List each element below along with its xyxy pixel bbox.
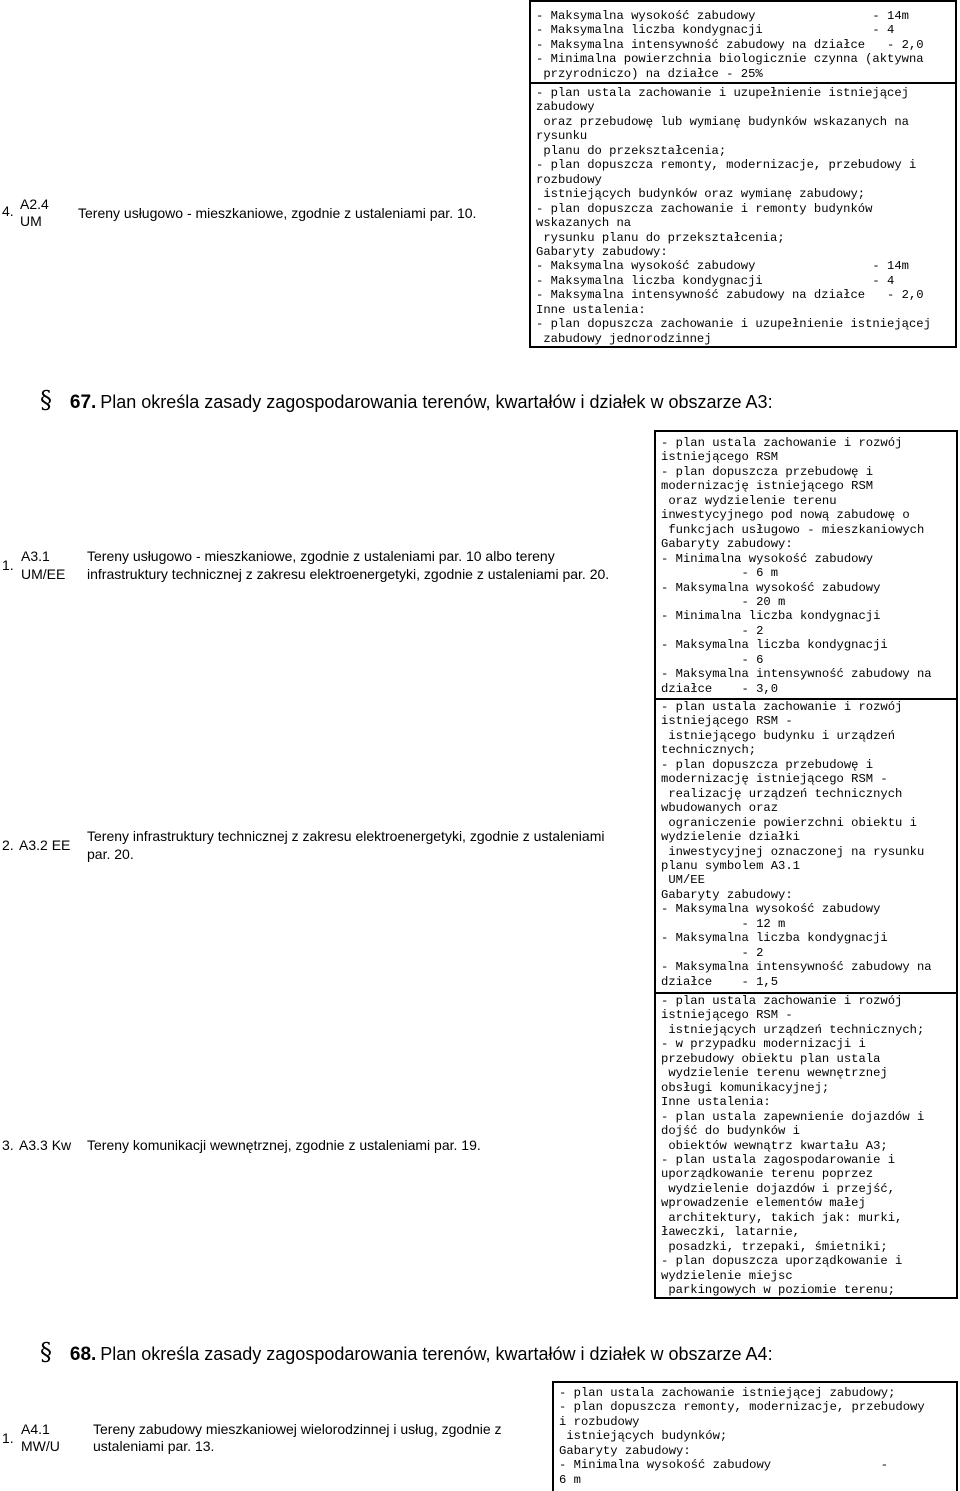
section-68-heading — [40, 1338, 773, 1366]
regulations-text: - plan ustala zachowanie istniejącej zabudowy; - plan dopuszcza remonty, modernizacje, przebudowy i rozbudowy istniejących budynków; Gabaryty zabudowy: - Minimalna wysokość zabudowy - 6 m — [559, 1386, 925, 1487]
area-description: Tereny usługowo - mieszkaniowe, zgodnie z ustaleniami par. 10. — [78, 205, 477, 221]
paragraph-symbol: § — [40, 386, 52, 414]
area-symbol-line1: A2.4 — [20, 196, 49, 212]
area-description-line1: Tereny zabudowy mieszkaniowej wielorodzinnej i usług, zgodnie z — [93, 1421, 502, 1437]
a3-regulations-box — [654, 430, 958, 1299]
section-title: Plan określa zasady zagospodarowania terenów, kwartałów i działek w obszarze A4: — [100, 1344, 773, 1364]
area-symbol: A3.2 EE — [19, 837, 71, 853]
regulations-text-top: - Maksymalna wysokość zabudowy - 14m - Maksymalna liczba kondygnacji - 4 - Maksymalna intensywność zabudowy na działce - 2,0 - Minimalna powierzchnia biologicznie czynna (aktywna przyrodniczo) na działce - 25% — [536, 9, 924, 81]
area-symbol-line2: MW/U — [21, 1438, 60, 1454]
area-symbol-line2: UM — [20, 213, 42, 229]
row-number: 2. — [2, 837, 14, 853]
regulations-part-3: - plan ustala zachowanie i rozwój istniejącego RSM - istniejących urządzeń technicznych; - w przypadku modernizacji i przebudowy obiektu plan ustala wydzielenie terenu wewnętrznej obsługi komunikacyjnej; Inne ustalenia: - plan ustala zapewnienie dojazdów i dojść do budynków i obiektów wewnątrz kwartału A3; - plan ustala zagospodarowanie i uporządkowanie terenu poprzez wydzielenie dojazdów i przejść, wprowadzenie elementów małej architektury, takich jak: murki, ławeczki, latarnie, posadzki, trzepaki, śmietniki; - plan dopuszcza uporządkowanie i wydzielenie miejsc parkingowych w poziomie terenu; — [661, 994, 925, 1298]
row-number: 4. — [2, 203, 14, 219]
area-symbol-line1: A3.1 — [21, 548, 50, 564]
area-description-line2: ustaleniami par. 13. — [93, 1438, 215, 1454]
section-number: 67. — [69, 392, 97, 413]
regulations-part-1: - plan ustala zachowanie i rozwój istniejącego RSM - plan dopuszcza przebudowę i modernizację istniejącego RSM oraz wydzielenie terenu inwestycyjnego pod nową zabudowę o funkcjach usługowo - mieszkaniowych Gabaryty zabudowy: - Minimalna wysokość zabudowy - 6 m - Maksymalna wysokość zabudowy - 20 m - Minimalna liczba kondygnacji - 2 - Maksymalna liczba kondygnacji - 6 - Maksymalna intensywność zabudowy na działce - 3,0 — [661, 436, 932, 696]
section-number: 68. — [69, 1344, 97, 1365]
section-title: Plan określa zasady zagospodarowania terenów, kwartałów i działek w obszarze A3: — [100, 392, 773, 412]
area-description-line1: Tereny infrastruktury technicznej z zakresu elektroenergetyki, zgodnie z ustaleniami — [87, 828, 605, 844]
a4-regulations-box — [552, 1381, 958, 1491]
box-divider — [531, 82, 955, 84]
area-description: Tereny komunikacji wewnętrznej, zgodnie z ustaleniami par. 19. — [87, 1137, 481, 1153]
section-67-heading — [40, 386, 773, 414]
area-symbol-line1: A4.1 — [21, 1421, 50, 1437]
row-number: 1. — [2, 1430, 14, 1446]
area-description-line1: Tereny usługowo - mieszkaniowe, zgodnie z ustaleniami par. 10 albo tereny — [87, 548, 555, 564]
regulations-text-bottom: - plan ustala zachowanie i uzupełnienie istniejącej zabudowy oraz przebudowę lub wymianę budynków wskazanych na rysunku planu do przekształcenia; - plan dopuszcza remonty, modernizacje, przebudowy i rozbudowy istniejących budynków oraz wymianę zabudowy; - plan dopuszcza zachowanie i remonty budynków wskazanych na rysunku planu do przekształcenia; Gabaryty zabudowy: - Maksymalna wysokość zabudowy - 14m - Maksymalna liczba kondygnacji - 4 - Maksymalna intensywność zabudowy na działce - 2,0 Inne ustalenia: - plan dopuszcza zachowanie i uzupełnienie istniejącej zabudowy jednorodzinnej — [536, 86, 931, 346]
regulations-part-2: - plan ustala zachowanie i rozwój istniejącego RSM - istniejącego budynku i urządzeń technicznych; - plan dopuszcza przebudowę i modernizację istniejącego RSM - realizację urządzeń technicznych wbudowanych oraz ograniczenie powierzchni obiektu i wydzielenie działki inwestycyjnej oznaczonej na rysunku planu symbolem A3.1 UM/EE Gabaryty zabudowy: - Maksymalna wysokość zabudowy - 12 m - Maksymalna liczba kondygnacji - 2 - Maksymalna intensywność zabudowy na działce - 1,5 — [661, 700, 932, 989]
area-description-line2: infrastruktury technicznej z zakresu elektroenergetyki, zgodnie z ustaleniami par. 20. — [87, 566, 610, 582]
area-symbol: A3.3 Kw — [19, 1137, 72, 1153]
row-number: 1. — [2, 557, 14, 573]
regulations-box — [529, 0, 957, 348]
area-description-line2: par. 20. — [87, 846, 134, 862]
paragraph-symbol: § — [40, 1338, 52, 1366]
row-number: 3. — [2, 1137, 14, 1153]
area-symbol-line2: UM/EE — [21, 566, 66, 582]
